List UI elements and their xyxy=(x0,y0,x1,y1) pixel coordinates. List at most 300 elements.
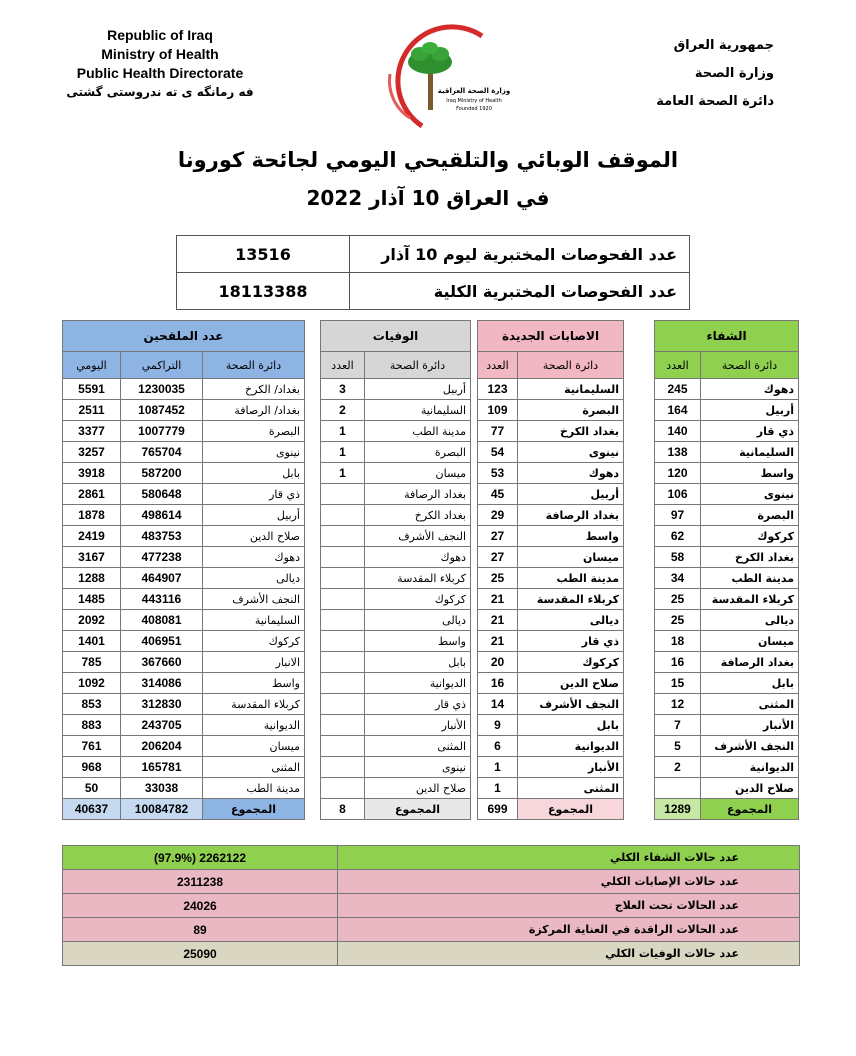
recovered-col-count: العدد xyxy=(655,352,701,379)
deaths-dept-cell: ديالى xyxy=(365,610,471,631)
page-title: الموقف الوبائي والتلقيحي اليومي لجائحة كورونا xyxy=(177,148,679,172)
vaccinated-cum-cell: 206204 xyxy=(121,736,203,757)
vaccinated-cum-cell: 1230035 xyxy=(121,379,203,400)
cases-count-cell: 1 xyxy=(478,757,518,778)
deaths-count-cell xyxy=(321,610,365,631)
deaths-dept-cell: مدينة الطب xyxy=(365,421,471,442)
cases-total: 699 xyxy=(478,799,518,820)
deaths-row xyxy=(321,568,471,589)
recovered-count-cell: 140 xyxy=(655,421,701,442)
vaccinated-dept-cell: ميسان xyxy=(203,736,305,757)
deaths-row xyxy=(321,631,471,652)
recovered-count-cell: 7 xyxy=(655,715,701,736)
deaths-row xyxy=(321,505,471,526)
vaccinated-cum-cell: 312830 xyxy=(121,694,203,715)
header-right-block xyxy=(624,32,774,116)
recovered-row xyxy=(655,484,799,505)
deaths-total: 8 xyxy=(321,799,365,820)
vaccinated-dept-cell: بغداد/ الكرخ xyxy=(203,379,305,400)
cases-count-cell: 16 xyxy=(478,673,518,694)
recovered-dept-cell: المثنى xyxy=(701,694,799,715)
cases-count-cell: 29 xyxy=(478,505,518,526)
vaccinated-row xyxy=(63,442,305,463)
summary-label: عدد الحالات تحت العلاج xyxy=(338,894,800,918)
cases-dept-cell: نينوى xyxy=(518,442,624,463)
header-left-line: Republic of Iraq xyxy=(107,27,213,43)
deaths-row xyxy=(321,484,471,505)
tests-total-label: عدد الفحوصات المختبرية الكلية xyxy=(350,273,690,310)
vaccinated-daily-cell: 1401 xyxy=(63,631,121,652)
tests-total-row xyxy=(177,273,690,310)
recovered-row xyxy=(655,568,799,589)
deaths-row xyxy=(321,778,471,799)
summary-row xyxy=(63,870,800,894)
vaccinated-row xyxy=(63,631,305,652)
vaccinated-cum-cell: 33038 xyxy=(121,778,203,799)
deaths-table xyxy=(320,320,471,820)
cases-dept-cell: السليمانية xyxy=(518,379,624,400)
recovered-row xyxy=(655,736,799,757)
cases-count-cell: 20 xyxy=(478,652,518,673)
cases-row xyxy=(478,694,624,715)
summary-rows xyxy=(63,846,800,966)
deaths-dept-cell: نينوى xyxy=(365,757,471,778)
cases-row xyxy=(478,673,624,694)
summary-row xyxy=(63,894,800,918)
deaths-dept-cell: السليمانية xyxy=(365,400,471,421)
recovered-dept-cell: البصرة xyxy=(701,505,799,526)
recovered-count-cell: 12 xyxy=(655,694,701,715)
deaths-row xyxy=(321,694,471,715)
cases-count-cell: 27 xyxy=(478,547,518,568)
cases-count-cell: 54 xyxy=(478,442,518,463)
tests-daily-value: 13516 xyxy=(177,236,350,273)
vaccinated-block xyxy=(62,320,304,820)
deaths-dept-cell: الديوانية xyxy=(365,673,471,694)
cases-row xyxy=(478,442,624,463)
vaccinated-daily-cell: 2861 xyxy=(63,484,121,505)
recovered-dept-cell: النجف الأشرف xyxy=(701,736,799,757)
deaths-row xyxy=(321,547,471,568)
deaths-count-cell xyxy=(321,652,365,673)
cases-row xyxy=(478,505,624,526)
recovered-row xyxy=(655,442,799,463)
vaccinated-row xyxy=(63,694,305,715)
vaccinated-cum-cell: 443116 xyxy=(121,589,203,610)
cases-row xyxy=(478,757,624,778)
cases-count-cell: 77 xyxy=(478,421,518,442)
deaths-count-cell xyxy=(321,757,365,778)
vaccinated-title: عدد الملقحين xyxy=(63,321,305,352)
recovered-dept-cell: الديوانية xyxy=(701,757,799,778)
cases-dept-cell: ميسان xyxy=(518,547,624,568)
cases-row xyxy=(478,400,624,421)
cases-row xyxy=(478,421,624,442)
vaccinated-daily-cell: 3167 xyxy=(63,547,121,568)
deaths-block xyxy=(320,320,470,820)
vaccinated-cum-cell: 406951 xyxy=(121,631,203,652)
vaccinated-daily-cell: 785 xyxy=(63,652,121,673)
recovered-dept-cell: واسط xyxy=(701,463,799,484)
vaccinated-total-label: المجموع xyxy=(203,799,305,820)
recovered-count-cell: 97 xyxy=(655,505,701,526)
recovered-row xyxy=(655,400,799,421)
cases-dept-cell: أربيل xyxy=(518,484,624,505)
recovered-row xyxy=(655,631,799,652)
cases-dept-cell: كركوك xyxy=(518,652,624,673)
recovered-row xyxy=(655,505,799,526)
header-right-line: جمهورية العراق xyxy=(673,38,774,53)
vaccinated-daily-cell: 2092 xyxy=(63,610,121,631)
summary-row xyxy=(63,846,800,870)
cases-table xyxy=(477,320,624,820)
deaths-count-cell xyxy=(321,484,365,505)
deaths-row xyxy=(321,379,471,400)
deaths-dept-cell: بغداد الرصافة xyxy=(365,484,471,505)
vaccinated-total-daily: 40637 xyxy=(63,799,121,820)
recovered-dept-cell: السليمانية xyxy=(701,442,799,463)
deaths-count-cell: 3 xyxy=(321,379,365,400)
recovered-row xyxy=(655,652,799,673)
vaccinated-dept-cell: السليمانية xyxy=(203,610,305,631)
deaths-dept-cell: أربيل xyxy=(365,379,471,400)
deaths-count-cell xyxy=(321,778,365,799)
recovered-row xyxy=(655,757,799,778)
vaccinated-daily-cell: 968 xyxy=(63,757,121,778)
vaccinated-dept-cell: بغداد/ الرصافة xyxy=(203,400,305,421)
cases-count-cell: 27 xyxy=(478,526,518,547)
logo-line3: Founded 1920 xyxy=(456,106,492,112)
deaths-row xyxy=(321,610,471,631)
recovered-block xyxy=(654,320,798,820)
vaccinated-cum-cell: 367660 xyxy=(121,652,203,673)
vaccinated-total-cum: 10084782 xyxy=(121,799,203,820)
recovered-dept-cell: الأنبار xyxy=(701,715,799,736)
vaccinated-cum-cell: 477238 xyxy=(121,547,203,568)
cases-row xyxy=(478,568,624,589)
cases-dept-cell: دهوك xyxy=(518,463,624,484)
cases-row xyxy=(478,463,624,484)
summary-row xyxy=(63,942,800,966)
recovered-row xyxy=(655,526,799,547)
deaths-count-cell xyxy=(321,505,365,526)
vaccinated-cum-cell: 464907 xyxy=(121,568,203,589)
vaccinated-dept-cell: كربلاء المقدسة xyxy=(203,694,305,715)
deaths-count-cell: 1 xyxy=(321,463,365,484)
cases-row xyxy=(478,631,624,652)
vaccinated-col-dept: دائرة الصحة xyxy=(203,352,305,379)
summary-label: عدد حالات الوفيات الكلي xyxy=(338,942,800,966)
summary-value: 2311238 xyxy=(63,870,338,894)
vaccinated-row xyxy=(63,568,305,589)
vaccinated-cum-cell: 765704 xyxy=(121,442,203,463)
vaccinated-daily-cell: 1092 xyxy=(63,673,121,694)
ministry-logo-icon xyxy=(362,14,512,132)
recovered-count-cell: 18 xyxy=(655,631,701,652)
vaccinated-col-cum: التراكمي xyxy=(121,352,203,379)
cases-row xyxy=(478,589,624,610)
vaccinated-dept-cell: ذي قار xyxy=(203,484,305,505)
vaccinated-row xyxy=(63,484,305,505)
recovered-row xyxy=(655,589,799,610)
vaccinated-cum-cell: 580648 xyxy=(121,484,203,505)
vaccinated-daily-cell: 2511 xyxy=(63,400,121,421)
vaccinated-cum-cell: 483753 xyxy=(121,526,203,547)
recovered-dept-cell: مدينة الطب xyxy=(701,568,799,589)
deaths-rows xyxy=(321,379,471,799)
cases-row xyxy=(478,379,624,400)
cases-dept-cell: الأنبار xyxy=(518,757,624,778)
vaccinated-daily-cell: 1485 xyxy=(63,589,121,610)
vaccinated-daily-cell: 3918 xyxy=(63,463,121,484)
cases-dept-cell: كربلاء المقدسة xyxy=(518,589,624,610)
cases-count-cell: 21 xyxy=(478,631,518,652)
cases-count-cell: 14 xyxy=(478,694,518,715)
vaccinated-table xyxy=(62,320,305,820)
header-left-block xyxy=(60,26,260,102)
vaccinated-dept-cell: المثنى xyxy=(203,757,305,778)
cases-dept-cell: ذي قار xyxy=(518,631,624,652)
cases-count-cell: 6 xyxy=(478,736,518,757)
vaccinated-dept-cell: صلاح الدين xyxy=(203,526,305,547)
vaccinated-dept-cell: بابل xyxy=(203,463,305,484)
cases-count-cell: 53 xyxy=(478,463,518,484)
vaccinated-row xyxy=(63,463,305,484)
vaccinated-row xyxy=(63,715,305,736)
recovered-row xyxy=(655,673,799,694)
cases-row xyxy=(478,736,624,757)
recovered-dept-cell: ذي قار xyxy=(701,421,799,442)
recovered-count-cell: 25 xyxy=(655,589,701,610)
recovered-dept-cell: أربيل xyxy=(701,400,799,421)
cases-row xyxy=(478,715,624,736)
recovered-count-cell: 15 xyxy=(655,673,701,694)
header-left-line: Public Health Directorate xyxy=(76,65,244,81)
header-left-line: فه رمانگه ى ته ندروستى گشتى xyxy=(66,85,254,99)
tests-total-value: 18113388 xyxy=(177,273,350,310)
recovered-count-cell: 25 xyxy=(655,610,701,631)
cases-dept-cell: النجف الأشرف xyxy=(518,694,624,715)
cases-dept-cell: ديالى xyxy=(518,610,624,631)
vaccinated-row xyxy=(63,778,305,799)
cases-row xyxy=(478,778,624,799)
vaccinated-dept-cell: النجف الأشرف xyxy=(203,589,305,610)
summary-label: عدد حالات الإصابات الكلي xyxy=(338,870,800,894)
vaccinated-dept-cell: واسط xyxy=(203,673,305,694)
deaths-count-cell xyxy=(321,736,365,757)
recovered-total-label: المجموع xyxy=(701,799,799,820)
recovered-dept-cell: ديالى xyxy=(701,610,799,631)
vaccinated-daily-cell: 3377 xyxy=(63,421,121,442)
vaccinated-rows xyxy=(63,379,305,799)
vaccinated-row xyxy=(63,736,305,757)
cases-count-cell: 21 xyxy=(478,589,518,610)
deaths-row xyxy=(321,400,471,421)
recovered-table xyxy=(654,320,799,820)
deaths-count-cell xyxy=(321,715,365,736)
deaths-dept-cell: واسط xyxy=(365,631,471,652)
deaths-count-cell: 1 xyxy=(321,421,365,442)
deaths-dept-cell: ذي قار xyxy=(365,694,471,715)
cases-count-cell: 1 xyxy=(478,778,518,799)
vaccinated-dept-cell: نينوى xyxy=(203,442,305,463)
deaths-row xyxy=(321,463,471,484)
deaths-count-cell xyxy=(321,694,365,715)
deaths-row xyxy=(321,652,471,673)
recovered-dept-cell: كركوك xyxy=(701,526,799,547)
deaths-dept-cell: ميسان xyxy=(365,463,471,484)
cases-dept-cell: المثنى xyxy=(518,778,624,799)
vaccinated-row xyxy=(63,589,305,610)
recovered-row xyxy=(655,715,799,736)
recovered-dept-cell: دهوك xyxy=(701,379,799,400)
recovered-count-cell: 106 xyxy=(655,484,701,505)
vaccinated-cum-cell: 1007779 xyxy=(121,421,203,442)
recovered-dept-cell: بابل xyxy=(701,673,799,694)
vaccinated-row xyxy=(63,757,305,778)
cases-row xyxy=(478,526,624,547)
recovered-dept-cell: صلاح الدين xyxy=(701,778,799,799)
vaccinated-cum-cell: 498614 xyxy=(121,505,203,526)
vaccinated-cum-cell: 587200 xyxy=(121,463,203,484)
recovered-count-cell: 62 xyxy=(655,526,701,547)
recovered-row xyxy=(655,463,799,484)
deaths-dept-cell: الأنبار xyxy=(365,715,471,736)
deaths-row xyxy=(321,757,471,778)
cases-count-cell: 9 xyxy=(478,715,518,736)
vaccinated-daily-cell: 1878 xyxy=(63,505,121,526)
page-subtitle: في العراق 10 آذار 2022 xyxy=(306,186,550,210)
deaths-row xyxy=(321,736,471,757)
recovered-title: الشفاء xyxy=(655,321,799,352)
deaths-dept-cell: كربلاء المقدسة xyxy=(365,568,471,589)
deaths-dept-cell: دهوك xyxy=(365,547,471,568)
tests-daily-row xyxy=(177,236,690,273)
vaccinated-dept-cell: الديوانية xyxy=(203,715,305,736)
vaccinated-daily-cell: 3257 xyxy=(63,442,121,463)
vaccinated-dept-cell: دهوك xyxy=(203,547,305,568)
recovered-count-cell: 138 xyxy=(655,442,701,463)
summary-value: 25090 xyxy=(63,942,338,966)
summary-label: عدد الحالات الراقدة في العناية المركزة xyxy=(338,918,800,942)
cases-dept-cell: بغداد الرصافة xyxy=(518,505,624,526)
cases-dept-cell: صلاح الدين xyxy=(518,673,624,694)
summary-label: عدد حالات الشفاء الكلي xyxy=(338,846,800,870)
deaths-row xyxy=(321,715,471,736)
summary-row xyxy=(63,918,800,942)
recovered-row xyxy=(655,421,799,442)
cases-count-cell: 45 xyxy=(478,484,518,505)
deaths-count-cell xyxy=(321,547,365,568)
vaccinated-row xyxy=(63,526,305,547)
deaths-dept-cell: النجف الأشرف xyxy=(365,526,471,547)
vaccinated-dept-cell: أربيل xyxy=(203,505,305,526)
recovered-row xyxy=(655,694,799,715)
vaccinated-row xyxy=(63,547,305,568)
cases-count-cell: 25 xyxy=(478,568,518,589)
deaths-col-count: العدد xyxy=(321,352,365,379)
deaths-title: الوفيات xyxy=(321,321,471,352)
deaths-count-cell xyxy=(321,526,365,547)
cases-dept-cell: واسط xyxy=(518,526,624,547)
recovered-count-cell: 58 xyxy=(655,547,701,568)
cases-total-label: المجموع xyxy=(518,799,624,820)
deaths-count-cell xyxy=(321,589,365,610)
recovered-row xyxy=(655,379,799,400)
vaccinated-daily-cell: 853 xyxy=(63,694,121,715)
recovered-row xyxy=(655,778,799,799)
deaths-count-cell xyxy=(321,673,365,694)
deaths-count-cell xyxy=(321,568,365,589)
header-right-line: وزارة الصحة xyxy=(694,66,774,81)
recovered-dept-cell: ميسان xyxy=(701,631,799,652)
deaths-row xyxy=(321,442,471,463)
cases-block xyxy=(477,320,623,820)
vaccinated-daily-cell: 5591 xyxy=(63,379,121,400)
vaccinated-col-daily: اليومي xyxy=(63,352,121,379)
vaccinated-dept-cell: ديالى xyxy=(203,568,305,589)
cases-dept-cell: بغداد الكرخ xyxy=(518,421,624,442)
header-right-line: دائرة الصحة العامة xyxy=(656,94,774,109)
vaccinated-dept-cell: الانبار xyxy=(203,652,305,673)
deaths-dept-cell: بابل xyxy=(365,652,471,673)
cases-col-dept: دائرة الصحة xyxy=(518,352,624,379)
recovered-dept-cell: نينوى xyxy=(701,484,799,505)
deaths-dept-cell: المثنى xyxy=(365,736,471,757)
vaccinated-dept-cell: كركوك xyxy=(203,631,305,652)
vaccinated-cum-cell: 314086 xyxy=(121,673,203,694)
vaccinated-row xyxy=(63,400,305,421)
cases-row xyxy=(478,652,624,673)
recovered-count-cell: 2 xyxy=(655,757,701,778)
vaccinated-row xyxy=(63,652,305,673)
cases-row xyxy=(478,610,624,631)
vaccinated-cum-cell: 165781 xyxy=(121,757,203,778)
recovered-count-cell: 120 xyxy=(655,463,701,484)
vaccinated-daily-cell: 883 xyxy=(63,715,121,736)
recovered-col-dept: دائرة الصحة xyxy=(701,352,799,379)
vaccinated-row xyxy=(63,421,305,442)
cases-count-cell: 109 xyxy=(478,400,518,421)
vaccinated-cum-cell: 408081 xyxy=(121,610,203,631)
vaccinated-dept-cell: البصرة xyxy=(203,421,305,442)
cases-col-count: العدد xyxy=(478,352,518,379)
tests-daily-label: عدد الفحوصات المختبرية ليوم 10 آذار xyxy=(350,236,690,273)
recovered-count-cell: 16 xyxy=(655,652,701,673)
deaths-dept-cell: البصرة xyxy=(365,442,471,463)
deaths-count-cell: 2 xyxy=(321,400,365,421)
logo-line2: Iraq Ministry of Health xyxy=(446,98,502,104)
recovered-count-cell: 5 xyxy=(655,736,701,757)
cases-dept-cell: الديوانية xyxy=(518,736,624,757)
recovered-count-cell: 34 xyxy=(655,568,701,589)
vaccinated-row xyxy=(63,673,305,694)
recovered-dept-cell: كربلاء المقدسة xyxy=(701,589,799,610)
recovered-dept-cell: بغداد الكرخ xyxy=(701,547,799,568)
vaccinated-daily-cell: 1288 xyxy=(63,568,121,589)
vaccinated-daily-cell: 2419 xyxy=(63,526,121,547)
cases-count-cell: 123 xyxy=(478,379,518,400)
summary-table xyxy=(62,845,800,966)
recovered-count-cell: 164 xyxy=(655,400,701,421)
summary-value: 89 xyxy=(63,918,338,942)
vaccinated-row xyxy=(63,379,305,400)
vaccinated-daily-cell: 761 xyxy=(63,736,121,757)
vaccinated-cum-cell: 1087452 xyxy=(121,400,203,421)
deaths-count-cell xyxy=(321,631,365,652)
deaths-dept-cell: صلاح الدين xyxy=(365,778,471,799)
deaths-total-label: المجموع xyxy=(365,799,471,820)
